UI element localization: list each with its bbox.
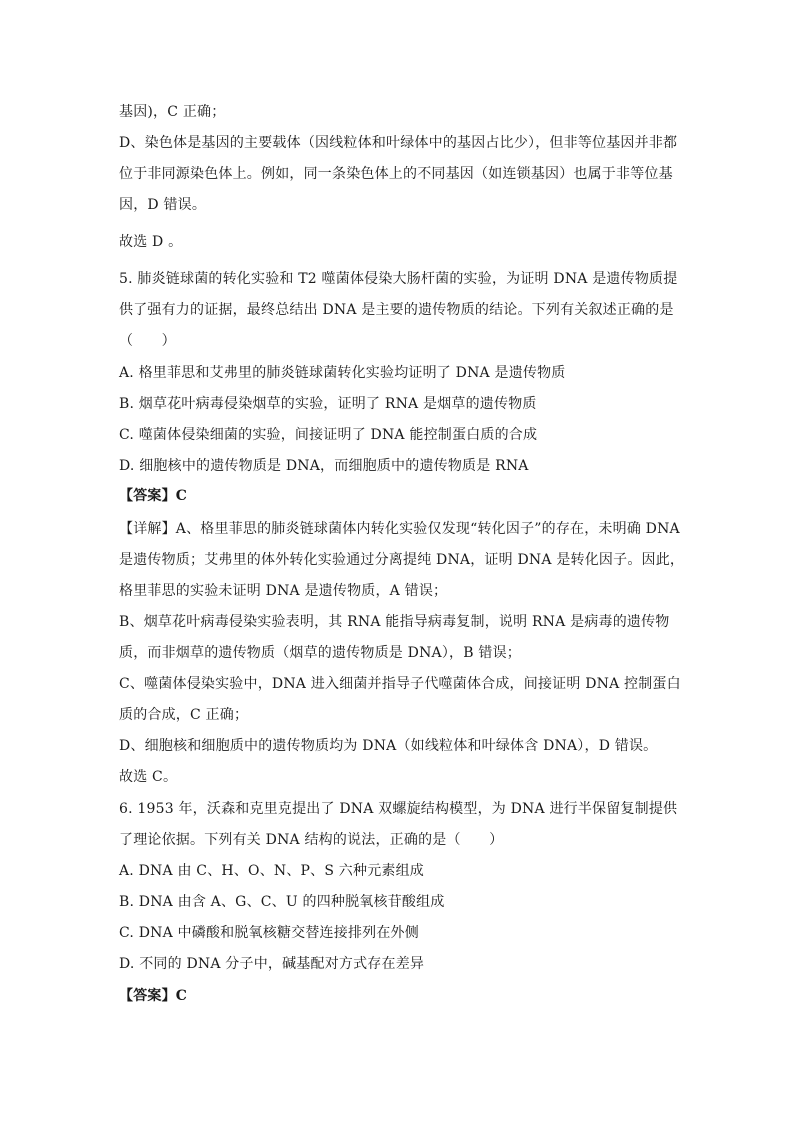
question-6-stem: 了理论依据。下列有关 DNA 结构的说法，正确的是（ ） (119, 832, 504, 848)
option-d: D. 不同的 DNA 分子中，碱基配对方式存在差异 (119, 956, 425, 972)
question-5-stem: 供了强有力的证据，最终总结出 DNA 是主要的遗传物质的结论。下列有关叙述正确的是 (119, 302, 674, 318)
text-line: D、染色体是基因的主要载体（因线粒体和叶绿体中的基因占比少），但非等位基因并非都 (119, 135, 678, 151)
explanation-line: 质的合成，C 正确； (119, 707, 249, 723)
answer-label: 【答案】C (119, 488, 188, 504)
question-5-stem: 5. 肺炎链球菌的转化实验和 T2 噬菌体侵染大肠杆菌的实验，为证明 DNA 是遗传物质提 (119, 271, 678, 287)
explanation-line: B、烟草花叶病毒侵染实验表明，其 RNA 能指导病毒复制，说明 RNA 是病毒的遗传物 (119, 614, 670, 630)
text-line: 故选 D 。 (119, 234, 183, 250)
answer-label: 【答案】C (119, 988, 188, 1004)
text-line: 位于非同源染色体上。例如，同一条染色体上的不同基因（如连锁基因）也属于非等位基 (119, 166, 673, 182)
explanation-line: 质，而非烟草的遗传物质（烟草的遗传物质是 DNA），B 错误； (119, 645, 521, 661)
text-line: 因，D 错误。 (119, 197, 207, 213)
option-a: A. 格里菲思和艾弗里的肺炎链球菌转化实验均证明了 DNA 是遗传物质 (119, 365, 566, 381)
option-d: D. 细胞核中的遗传物质是 DNA，而细胞质中的遗传物质是 RNA (119, 458, 529, 474)
option-c: C. DNA 中磷酸和脱氧核糖交替连接排列在外侧 (119, 925, 419, 941)
explanation-line: D、细胞核和细胞质中的遗传物质均为 DNA（如线粒体和叶绿体含 DNA），D 错误。 (119, 738, 658, 754)
option-c: C. 噬菌体侵染细菌的实验，间接证明了 DNA 能控制蛋白质的合成 (119, 427, 538, 443)
option-b: B. DNA 由含 A、G、C、U 的四种脱氧核苷酸组成 (119, 894, 445, 910)
option-b: B. 烟草花叶病毒侵染烟草的实验，证明了 RNA 是烟草的遗传物质 (119, 396, 537, 412)
conclusion-line: 故选 C。 (119, 769, 178, 785)
explanation-line: 是遗传物质；艾弗里的体外转化实验通过分离提纯 DNA，证明 DNA 是转化因子。因此， (119, 552, 685, 568)
explanation-line: 【详解】A、格里菲思的肺炎链球菌体内转化实验仅发现“转化因子”的存在，未明确 DNA (119, 521, 680, 537)
explanation-line: 格里菲思的实验未证明 DNA 是遗传物质，A 错误； (119, 583, 448, 599)
explanation-line: C、噬菌体侵染实验中，DNA 进入细菌并指导子代噬菌体合成，间接证明 DNA 控制蛋白 (119, 676, 681, 692)
option-a: A. DNA 由 C、H、O、N、P、S 六种元素组成 (119, 863, 425, 879)
question-5-stem: （ ） (119, 333, 176, 349)
text-line: 基因)，C 正确； (119, 104, 226, 120)
question-6-stem: 6. 1953 年，沃森和克里克提出了 DNA 双螺旋结构模型，为 DNA 进行半保留复制提供 (119, 801, 678, 817)
